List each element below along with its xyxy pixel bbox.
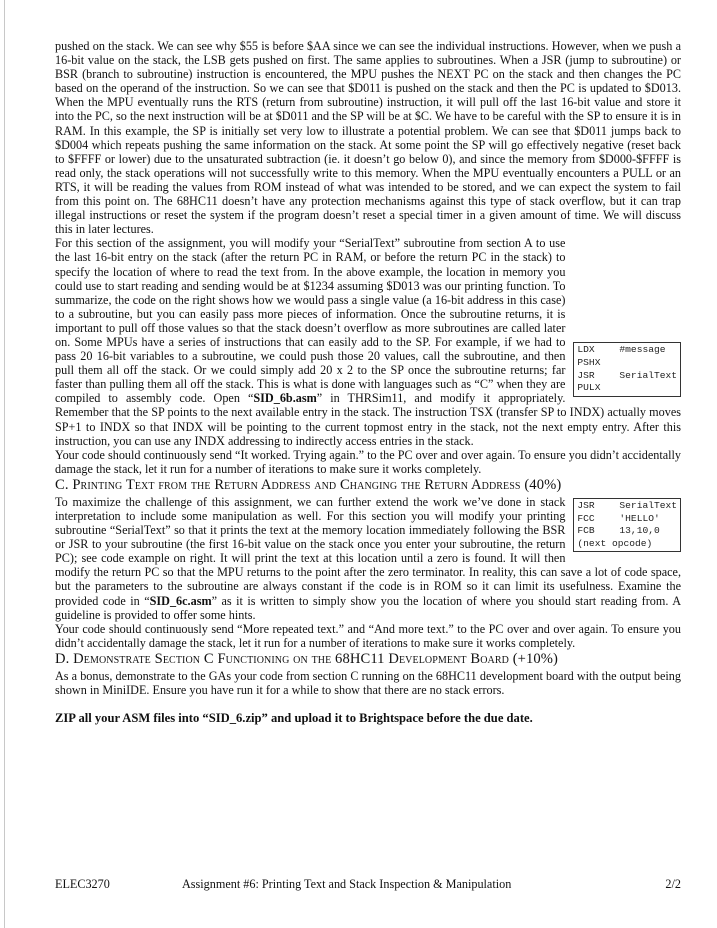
heading-section-d: D. Demonstrate Section C Functioning on the 68HC11 Development Board (+10%) bbox=[55, 650, 558, 667]
paragraph-section-d-bonus: As a bonus, demonstrate to the GAs your code from section C running on the 68HC11 development board with the output being shown in MiniIDE. Ensure you have run it for a while to show that there are no stack errors. bbox=[55, 668, 681, 698]
paragraph-section-c-instructions: JSR SerialText FCC 'HELLO' FCB 13,10,0 (next opcode) To maximize the challenge of this assignment, we can further extend the work we’ve done in stack interpretation to include some manipulation as well. For this section you will modify your printing subroutine “SerialText” so that it prints the text at the memory location immediately following the BSR or JSR to your subroutine (the first 16-bit value on the stack once you enter your subroutine, the return PC); see code example on right. It will print the text at this location until a zero is found. It will then modify the return PC so that the MPU returns to the point after the zero terminator. In reality, this can save a lot of code space, but the parameters to the subroutine are always constant if the code is in ROM so it can limit its usefulness. Examine the provided code in “SID_6c.asm” as it is written to simply show you the location of where you should start reading from. A guideline is provided to offer some hints. bbox=[55, 494, 681, 622]
footer-course-code: ELEC3270 bbox=[55, 877, 110, 891]
paragraph-section-b-expected-output: Your code should continuously send “It worked. Trying again.” to the PC over and over again. To ensure you didn’t accidentally damage the stack, let it run for a number of iterations to make sure it works completely. bbox=[55, 447, 681, 476]
page-left-border bbox=[4, 0, 5, 928]
document-body bbox=[55, 39, 681, 725]
code-box-inline-text-example bbox=[573, 498, 681, 552]
code-line: LDX #message bbox=[577, 344, 666, 356]
paragraph-section-b-instructions: LDX #message PSHX JSR SerialText PULX For this section of the assignment, you will modify your “SerialText” subroutine from section A to use the last 16-bit entry on the stack (after the return PC in RAM, or before the return PC in the stack) to specify the location of where to read the text from. In the above example, the location in memory you could use to start reading and sending would be at $1234 assuming $D013 was our printing function. To summarize, the code on the right shows how we would pass a single value (a 16-bit address in this case) to a subroutine, but you can easily pass more pieces of information. Once the subroutine returns, it is important to pull off those values so that the stack doesn’t overflow as more subroutines are called later on. Some MPUs have a series of instructions that can easily add to the SP. For example, if we had to pass 20 16-bit variables to a subroutine, we could push those 20 values, call the subroutine, and then pull them all off the stack. Or we could simply add 20 x 2 to the SP once the subroutine returns; far faster than pulling them all off the stack. This is what is done with languages such as “C” when they are compiled to assembly code. Open “SID_6b.asm” in THRSim11, and modify it appropriately. Remember that the SP points to the next available entry in the stack. The instruction TSX (transfer SP to INDX) actually moves SP+1 to INDX so that INDX will be pointing to the current topmost entry in the stack, not the next empty entry. After this instruction, you can use any INDX addressing to indirectly access entries in the stack. bbox=[55, 236, 681, 448]
code-line: JSR SerialText bbox=[577, 369, 677, 381]
code-line: FCB 13,10,0 bbox=[577, 525, 660, 537]
paragraph-stack-explanation: pushed on the stack. We can see why $55 is before $AA since we can see the individual instructions. However, when we push a 16-bit value on the stack, the LSB gets pushed on first. The same applies to subroutines. When a JSR (jump to subroutine) or BSR (branch to subroutine) instruction is encountered, the MPU pushes the NEXT PC on the stack and then changes the PC based on the operand of the instruction. So we can see that $D011 is pushed on the stack and then the PC is updated to $D013. When the MPU eventually runs the RTS (return from subroutine) instruction, it will pull off the last 16-bit value and store it into the PC, so the next instruction will be at $D011 and the SP will be at $C. We have to be careful with the SP to ensure it is in RAM. In this example, the SP is initially set very low to illustrate a potential problem. We can see that $D011 jumps back to $D004 which repeats pushing the same information on the stack. At some point the SP will go effectively negative (reset back to $FFFF or lower) due to the unsaturated subtraction (ie. it doesn’t go below 0), and since the memory from $D000-$FFFF is read only, the stack operations will not successfully write to this memory. When the MPU eventually encounters a PULL or an RTS, it will be reading the values from ROM instead of what was intended to be stored, and we can expect the system to fail from this point on. The 68HC11 doesn’t have any protection mechanisms against this type of stack overflow, but it can trap illegal instructions or reset the system if the program doesn’t reset a special timer in a given amount of time. We will discuss this in later lectures. bbox=[55, 39, 681, 237]
code-line: FCC 'HELLO' bbox=[577, 512, 660, 524]
code-line: (next opcode) bbox=[577, 537, 653, 549]
file-name-6b: SID_6b.asm bbox=[253, 391, 317, 406]
paragraph-section-c-expected-output: Your code should continuously send “More repeated text.” and “And more text.” to the PC over and over again. To ensure you didn’t accidentally damage the stack, let it run for a number of iterations to make sure it works completely. bbox=[55, 621, 681, 650]
file-name-6c: SID_6c.asm bbox=[149, 593, 212, 608]
submission-instructions: ZIP all your ASM files into “SID_6.zip” and upload it to Brightspace before the due date. bbox=[55, 711, 533, 726]
code-line: PSHX bbox=[577, 356, 601, 368]
code-line: PULX bbox=[577, 382, 601, 394]
footer-page-number: 2/2 bbox=[665, 877, 681, 891]
code-line: JSR SerialText bbox=[577, 499, 677, 511]
footer-assignment-title: Assignment #6: Printing Text and Stack Inspection & Manipulation bbox=[182, 877, 512, 891]
code-box-push-example bbox=[573, 342, 681, 396]
heading-section-c: C. Printing Text from the Return Address and Changing the Return Address (40%) bbox=[55, 476, 562, 493]
